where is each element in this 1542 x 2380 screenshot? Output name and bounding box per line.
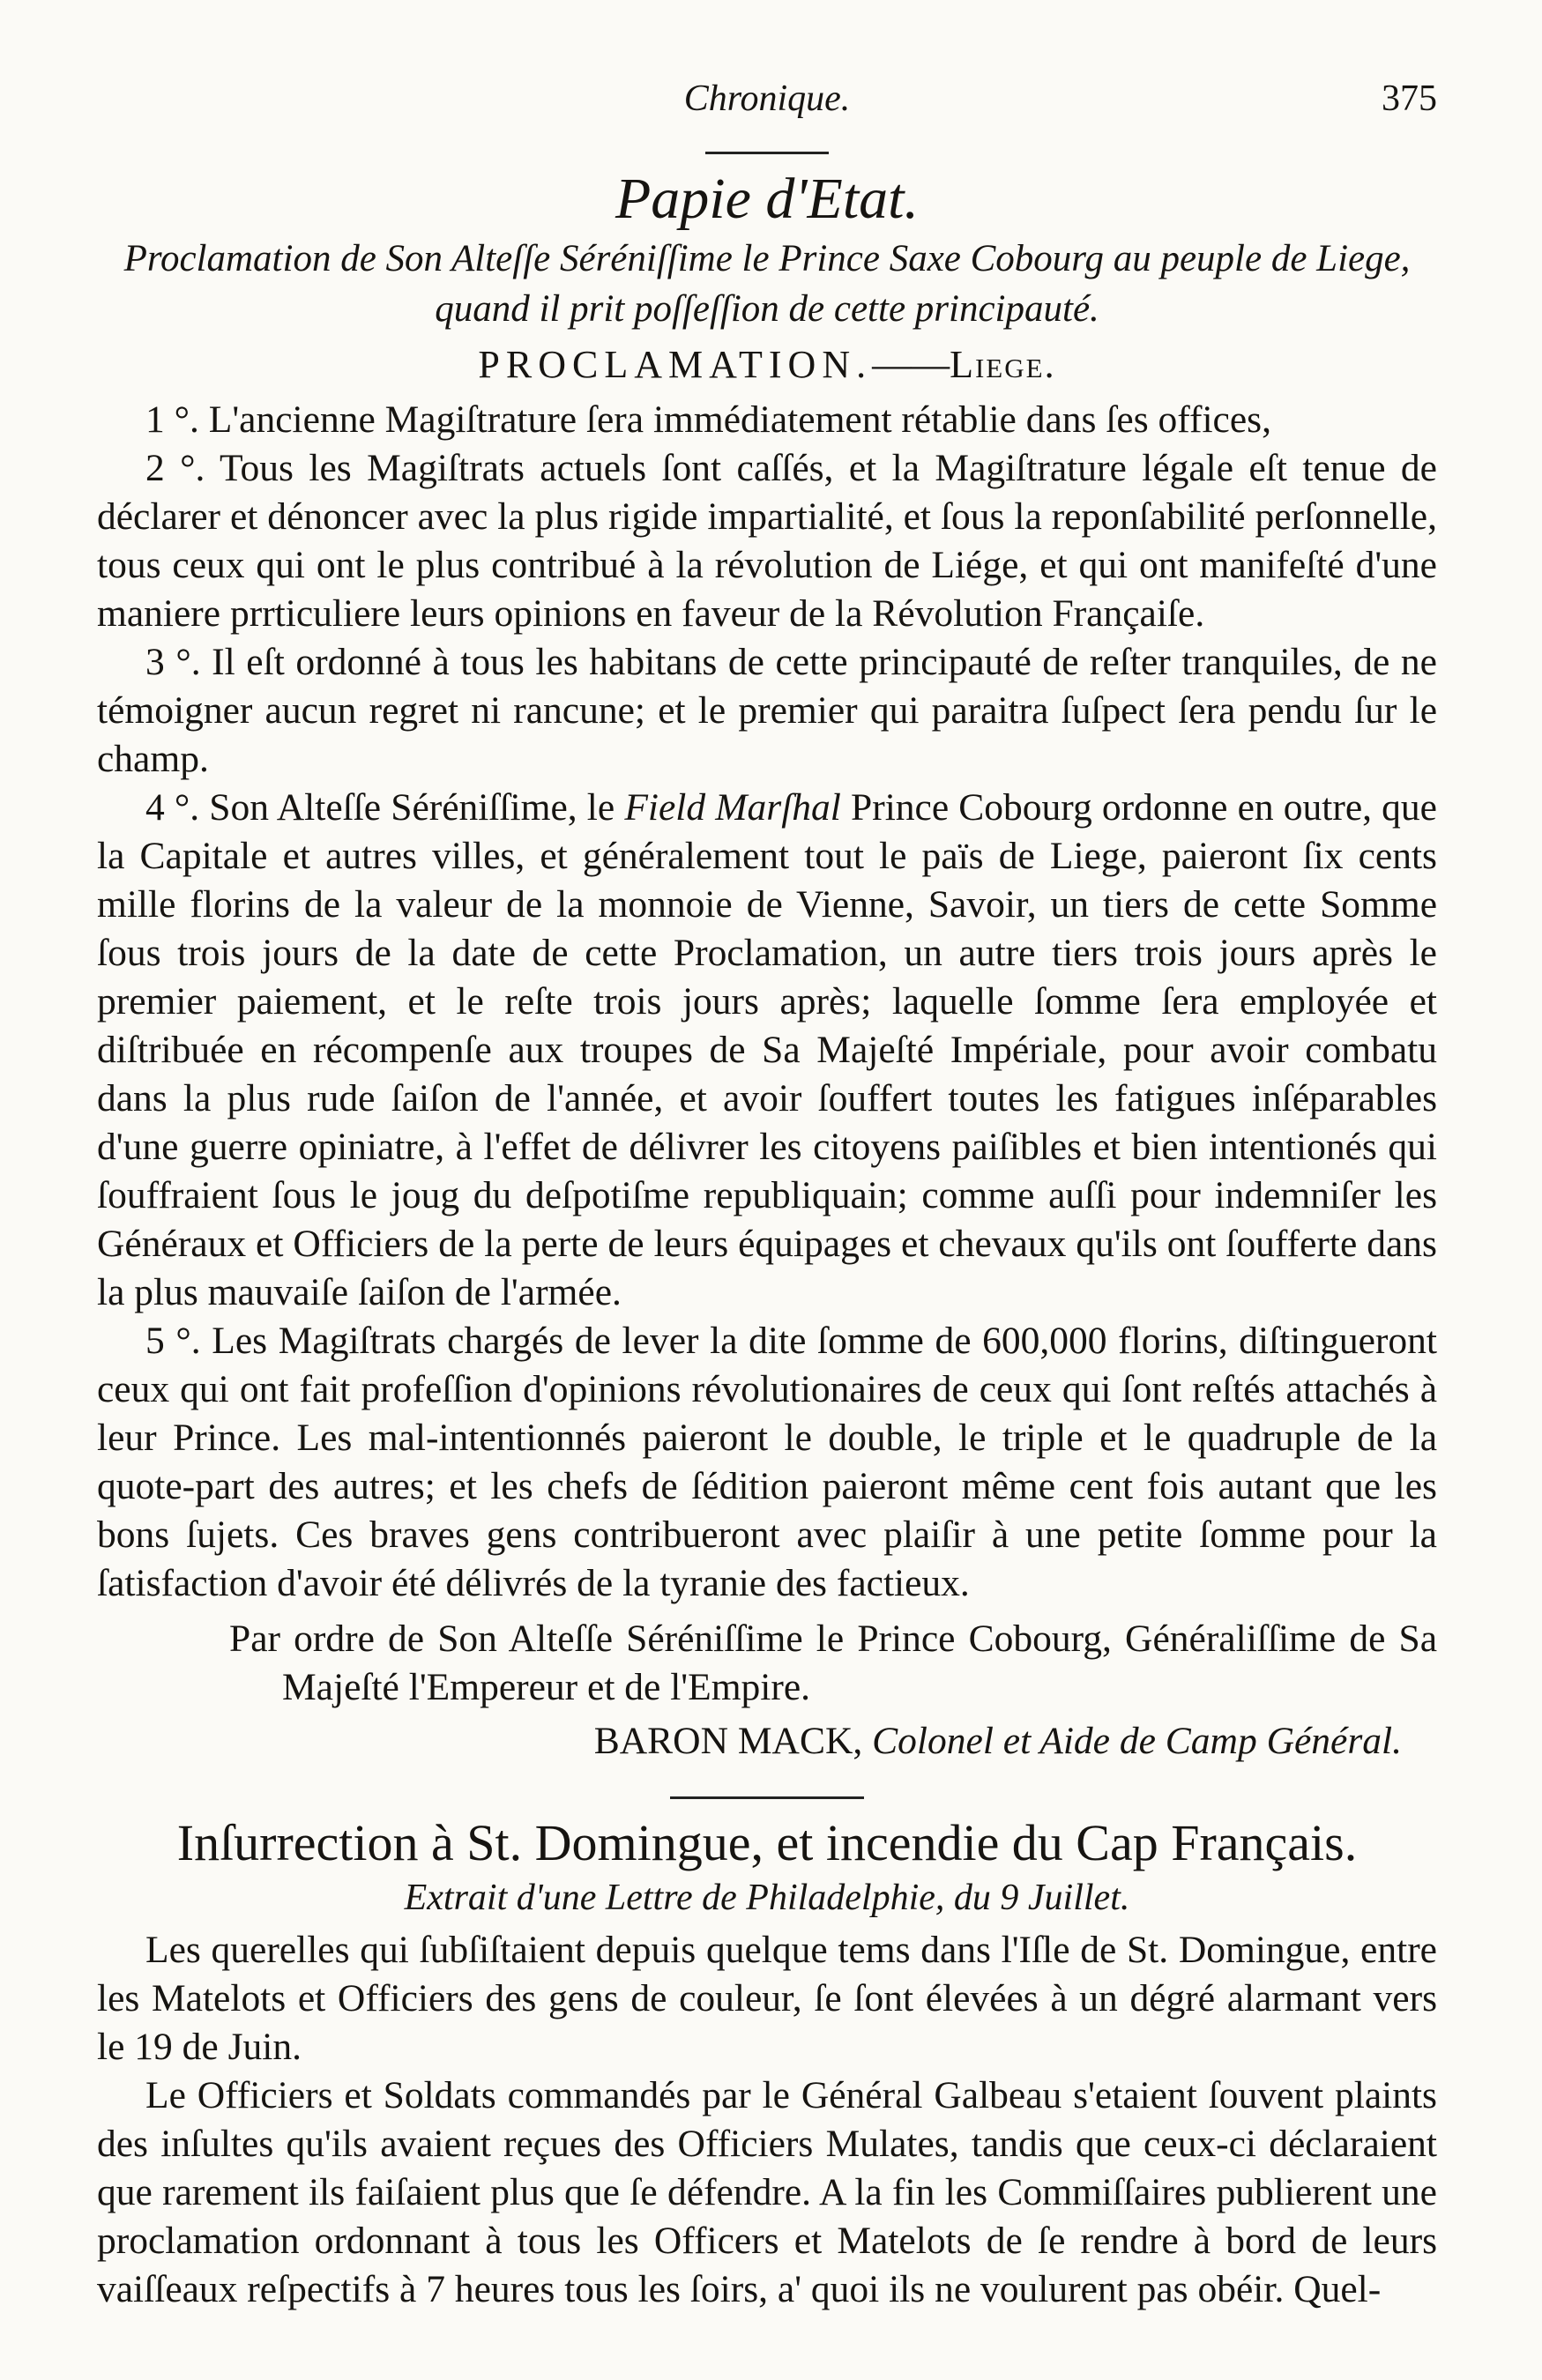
signature-name: BARON MACK,	[593, 1720, 863, 1763]
signoff-paragraph: Par ordre de Son Alteſſe Séréniſſime le Prince Cobourg, Généraliſſime de Sa Majeſté l'Empereur et de l'Empire.	[229, 1618, 1437, 1709]
divider-rule	[705, 152, 829, 154]
article-4-rest: Prince Cobourg ordonne en outre, que la Capitale et autres villes, et généralement tout le païs de Liege, paieront ſix cents mille florins de la valeur de la monnoie de Vienne, Savoir, un tiers de cette Somme ſous trois jours de la date de cette Proclamation, un autre tiers trois jours après le premier paiement, et le reſte trois jours après; laquelle ſomme ſera employée et diſtribuée en récompenſe aux troupes de Sa Majeſté Impériale, pour avoir combatu dans la plus rude ſaiſon de l'année, et avoir ſouffert toutes les fatigues inſéparables d'une guerre opiniatre, à l'effet de délivrer les citoyens paiſibles et bien intentionés qui ſouffraient ſous le joug du deſpotiſme republiquain; comme auſſi pour indemniſer les Généraux et Officiers de la perte de leurs équipages et chevaux qu'ils ont ſoufferte dans la plus mauvaiſe ſaiſon de l'armée.	[97, 785, 1437, 1314]
article-4-start: 4 °. Son Alteſſe Séréniſſime, le	[145, 785, 625, 829]
page-header	[97, 62, 1437, 141]
letter-extract-line: Extrait d'une Lettre de Philadelphie, du 9 Juillet.	[404, 1878, 1130, 1919]
heading-dash: ——	[872, 342, 950, 386]
divider-rule	[670, 1796, 864, 1799]
article-4	[97, 784, 1437, 1317]
article-2: 2 °. Tous les Magiſtrats actuels ſont caſſés, et la Magiſtrature légale eſt tenue de déclarer et dénoncer avec la plus rigide impartialité, et ſous la reponſabilité perſonnelle, tous ceux qui ont le plus contribué à la révolution de Liége, et qui ont manifeſté d'une maniere prrticuliere leurs opinions en faveur de la Révolution Françaiſe.	[97, 446, 1437, 635]
proclamation-subtitle: Proclamation de Son Alteſſe Séréniſſime le Prince Saxe Cobourg au peuple de Liege, quand il prit poſſeſſion de cette principauté.	[123, 238, 1411, 331]
running-title: Chronique.	[683, 78, 851, 119]
page	[97, 62, 1437, 2336]
heading-place: Liege.	[950, 342, 1056, 386]
article-4-italic: Field Marſhal	[624, 785, 841, 829]
page-number: 375	[1382, 78, 1437, 119]
insurrection-paragraph-1: Les querelles qui ſubſiſtaient depuis quelque tems dans l'Iſle de St. Domingue, entre les Matelots et Officiers des gens de couleur, ſe ſont élevées à un dégré alarmant vers le 19 de Juin.	[97, 1929, 1437, 2069]
insurrection-paragraph-2: Le Officiers et Soldats commandés par le Général Galbeau s'etaient ſouvent plaints des inſultes qu'ils avaient reçues des Officiers Mulates, tandis que ceux-ci déclaraient que rarement ils faiſaient plus que ſe défendre. A la fin les Commiſſaires publierent une proclamation ordonnant à tous les Officers et Matelots de ſe rendre à bord de leurs vaiſſeaux reſpectifs à 7 heures tous les ſoirs, a' quoi ils ne voulurent pas obéir. Quel-	[97, 2074, 1437, 2311]
proclamation-heading	[97, 342, 1437, 387]
signature-role: Colonel et Aide de Camp Général.	[872, 1720, 1402, 1763]
article-1: 1 °. L'ancienne Magiſtrature ſera immédiatement rétablie dans ſes offices,	[145, 398, 1271, 441]
article-3: 3 °. Il eſt ordonné à tous les habitans de cette principauté de reſter tranquiles, de ne témoigner aucun regret ni rancune; et le premier qui paraitra ſuſpect ſera pendu ſur le champ.	[97, 640, 1437, 780]
proclamation-word: PROCLAMATION.	[478, 342, 873, 386]
section-title-papie: Papie d'Etat.	[615, 167, 920, 231]
signature-line	[97, 1719, 1402, 1763]
article-5: 5 °. Les Magiſtrats chargés de lever la dite ſomme de 600,000 florins, diſtingueront ceux qui ont fait profeſſion d'opinions révolutionaires de ceux qui ſont reſtés attachés à leur Prince. Les mal-intentionnés paieront le double, le triple et le quadruple de la quote-part des autres; et les chefs de ſédition paieront même cent fois autant que les bons ſujets. Ces braves gens contribueront avec plaiſir à une petite ſomme pour la ſatisfaction d'avoir été délivrés de la tyranie des factieux.	[97, 1320, 1437, 1605]
section-title-insurrection: Inſurrection à St. Domingue, et incendie du Cap Français.	[176, 1814, 1358, 1872]
